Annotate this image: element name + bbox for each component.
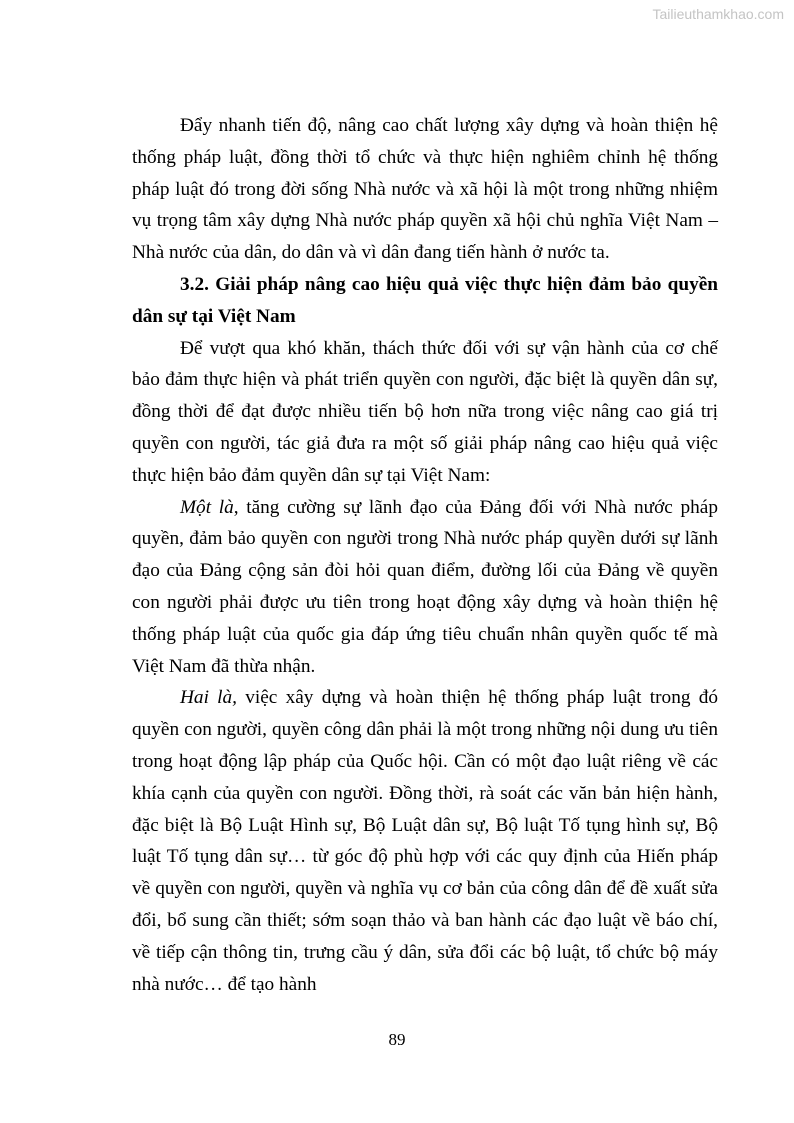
paragraph-4-lead: Hai là, <box>180 687 237 709</box>
paragraph-4 <box>132 682 718 1000</box>
paragraph-1: Đẩy nhanh tiến độ, nâng cao chất lượng xây dựng và hoàn thiện hệ thống pháp luật, đồng thời tổ chức và thực hiện nghiêm chỉnh hệ thống pháp luật đó trong đời sống Nhà nước và xã hội là một trong những nhiệm vụ trọng tâm xây dựng Nhà nước pháp quyền xã hội chủ nghĩa Việt Nam – Nhà nước của dân, do dân và vì dân đang tiến hành ở nước ta. <box>132 115 718 264</box>
paragraph-3-text: , tăng cường sự lãnh đạo của Đảng đối với Nhà nước pháp quyền, đảm bảo quyền con người trong Nhà nước pháp quyền dưới sự lãnh đạo của Đảng cộng sản đòi hỏi quan điểm, đường lối của Đảng về quyền con người phải được ưu tiên trong hoạt động xây dựng và hoàn thiện hệ thống pháp luật của quốc gia đáp ứng tiêu chuẩn nhân quyền quốc tế mà Việt Nam đã thừa nhận. <box>132 496 718 677</box>
watermark: Tailieuthamkhao.com <box>652 6 784 22</box>
paragraph-3 <box>132 492 718 683</box>
paragraph-2: Để vượt qua khó khăn, thách thức đối với sự vận hành của cơ chế bảo đảm thực hiện và phát triển quyền con người, đặc biệt là quyền dân sự, đồng thời để đạt được nhiều tiến bộ hơn nữa trong việc nâng cao giá trị quyền con người, tác giả đưa ra một số giải pháp nâng cao hiệu quả việc thực hiện bảo đảm quyền dân sự tại Việt Nam: <box>132 337 718 486</box>
paragraph-4-text: việc xây dựng và hoàn thiện hệ thống pháp luật trong đó quyền con người, quyền công dân phải là một trong những nội dung ưu tiên trong hoạt động lập pháp của Quốc hội. Cần có một đạo luật riêng về các khía cạnh của quyền con người. Đồng thời, rà soát các văn bản hiện hành, đặc biệt là Bộ Luật Hình sự, Bộ Luật dân sự, Bộ luật Tố tụng hình sự, Bộ luật Tố tụng dân sự… từ góc độ phù hợp với các quy định của Hiến pháp về quyền con người, quyền và nghĩa vụ cơ bản của công dân để đề xuất sửa đổi, bổ sung cần thiết; sớm soạn thảo và ban hành các đạo luật về báo chí, về tiếp cận thông tin, trưng cầu ý dân, sửa đổi các bộ luật, tổ chức bộ máy nhà nước… để tạo hành <box>132 687 718 995</box>
paragraph-3-lead: Một là <box>180 496 234 518</box>
page-body <box>132 110 718 1000</box>
section-heading: 3.2. Giải pháp nâng cao hiệu quả việc thực hiện đảm bảo quyền dân sự tại Việt Nam <box>132 273 718 327</box>
page-number: 89 <box>388 1030 406 1049</box>
